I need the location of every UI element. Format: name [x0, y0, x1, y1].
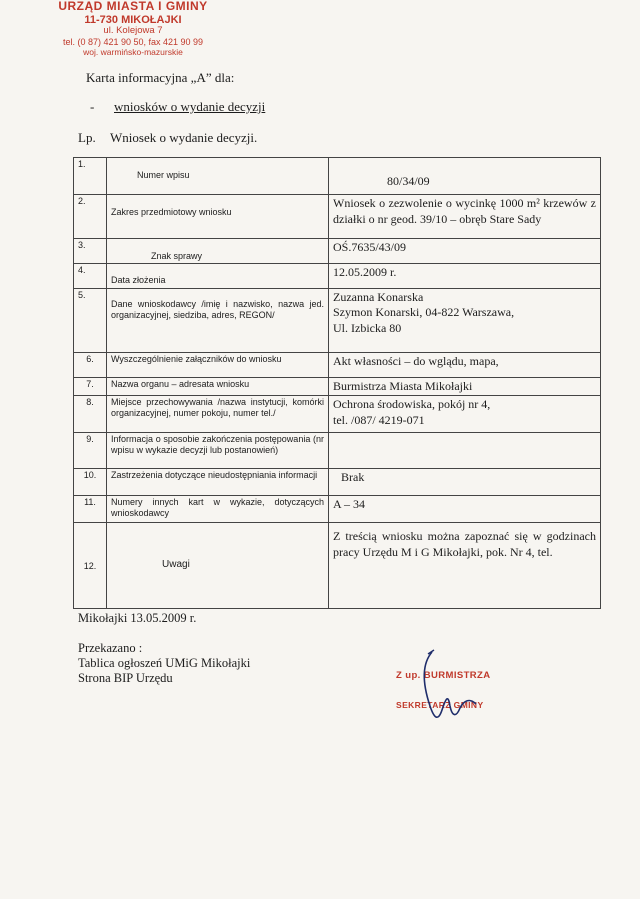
table-row	[74, 195, 601, 239]
signature-stamp	[390, 648, 530, 728]
stamp-line-5: woj. warmińsko-mazurskie	[83, 46, 183, 57]
row-number: 1.	[74, 158, 107, 195]
info-card-table	[73, 157, 601, 609]
row-number: 2.	[74, 195, 107, 239]
row-label: Numer wpisu	[107, 158, 329, 195]
row-value: Wniosek o zezwolenie o wycinkę 1000 m² krzewów z działki o nr geod. 39/10 – obręb Stare Sady	[329, 195, 601, 239]
stamp-line-1: URZĄD MIASTA I GMINY	[58, 0, 208, 13]
row-number: 4.	[74, 264, 107, 288]
office-stamp	[38, 0, 228, 57]
destination-board: Tablica ogłoszeń UMiG Mikołajki	[78, 656, 251, 670]
value-line: Zuzanna Konarska	[333, 289, 424, 304]
row-number: 10.	[74, 469, 107, 496]
row-number: 11.	[74, 496, 107, 523]
row-value	[329, 396, 601, 433]
row-label: Znak sprawy	[107, 239, 329, 264]
table-row	[74, 433, 601, 469]
signature-icon	[390, 648, 530, 728]
document-title: Karta informacyjna „A” dla:	[86, 70, 235, 85]
row-number: 7.	[74, 377, 107, 396]
table-row	[74, 396, 601, 433]
row-value: Akt własności – do wglądu, mapa,	[329, 352, 601, 377]
lp-text: Wniosek o wydanie decyzji.	[110, 130, 258, 145]
value-line: Ul. Izbicka 80	[333, 320, 402, 335]
row-number: 3.	[74, 239, 107, 264]
table-row	[74, 264, 601, 288]
row-value: OŚ.7635/43/09	[329, 239, 601, 264]
row-value: Brak	[329, 469, 601, 496]
row-number: 8.	[74, 396, 107, 433]
lp-label: Lp.	[78, 130, 96, 145]
row-number: 9.	[74, 433, 107, 469]
table-row	[74, 239, 601, 264]
row-label: Uwagi	[107, 523, 329, 609]
row-number: 12.	[74, 523, 107, 609]
row-value: 12.05.2009 r.	[329, 264, 601, 288]
row-label: Dane wnioskodawcy /imię i nazwisko, nazwa jed. organizacyjnej, siedziba, adres, REGON/	[107, 288, 329, 352]
row-label: Numery innych kart w wykazie, dotyczących wnioskodawcy	[107, 496, 329, 523]
handed-label: Przekazano :	[78, 641, 143, 655]
table-row	[74, 469, 601, 496]
table-row	[74, 352, 601, 377]
stamp-line-3: ul. Kolejowa 7	[103, 25, 163, 37]
row-value: Z treścią wniosku można zapoznać się w godzinach pracy Urzędu M i G Mikołajki, pok. Nr 4, tel.	[329, 523, 601, 609]
row-label: Data złożenia	[107, 264, 329, 288]
table-row	[74, 523, 601, 609]
stamp-line-2: 11-730 MIKOŁAJKI	[84, 13, 182, 26]
row-label: Zakres przedmiotowy wniosku	[107, 195, 329, 239]
destination-bip: Strona BIP Urzędu	[78, 671, 173, 685]
row-value	[329, 433, 601, 469]
row-label: Zastrzeżenia dotyczące nieudostępniania informacji	[107, 469, 329, 496]
signature-stamp-line-1: Z up. BURMISTRZA	[396, 670, 491, 681]
row-number: 5.	[74, 288, 107, 352]
signature-stamp-line-2: SEKRETARZ GMINY	[396, 700, 484, 710]
table-row	[74, 377, 601, 396]
table-row	[74, 288, 601, 352]
value-line: tel. /087/ 4219-071	[333, 412, 425, 427]
table-row	[74, 496, 601, 523]
row-label: Nazwa organu – adresata wniosku	[107, 377, 329, 396]
dash: -	[90, 99, 95, 114]
row-number: 6.	[74, 352, 107, 377]
stamp-line-4: tel. (0 87) 421 90 50, fax 421 90 99	[62, 37, 204, 48]
table-row	[74, 158, 601, 195]
row-value: Burmistrza Miasta Mikołajki	[329, 377, 601, 396]
row-value: 80/34/09	[329, 158, 601, 195]
place-date: Mikołajki 13.05.2009 r.	[78, 611, 197, 625]
document-subtitle: wniosków o wydanie decyzji	[114, 99, 266, 114]
row-value: A – 34	[329, 496, 601, 523]
row-label: Wyszczególnienie załączników do wniosku	[107, 352, 329, 377]
row-value	[329, 288, 601, 352]
row-label: Informacja o sposobie zakończenia postępowania (nr wpisu w wykazie decyzji lub postanowień)	[107, 433, 329, 469]
row-label: Miejsce przechowywania /nazwa instytucji, komórki organizacyjnej, numer pokoju, numer tel./	[107, 396, 329, 433]
value-line: Szymon Konarski, 04-822 Warszawa,	[333, 305, 515, 320]
value-line: Ochrona środowiska, pokój nr 4,	[333, 397, 491, 412]
